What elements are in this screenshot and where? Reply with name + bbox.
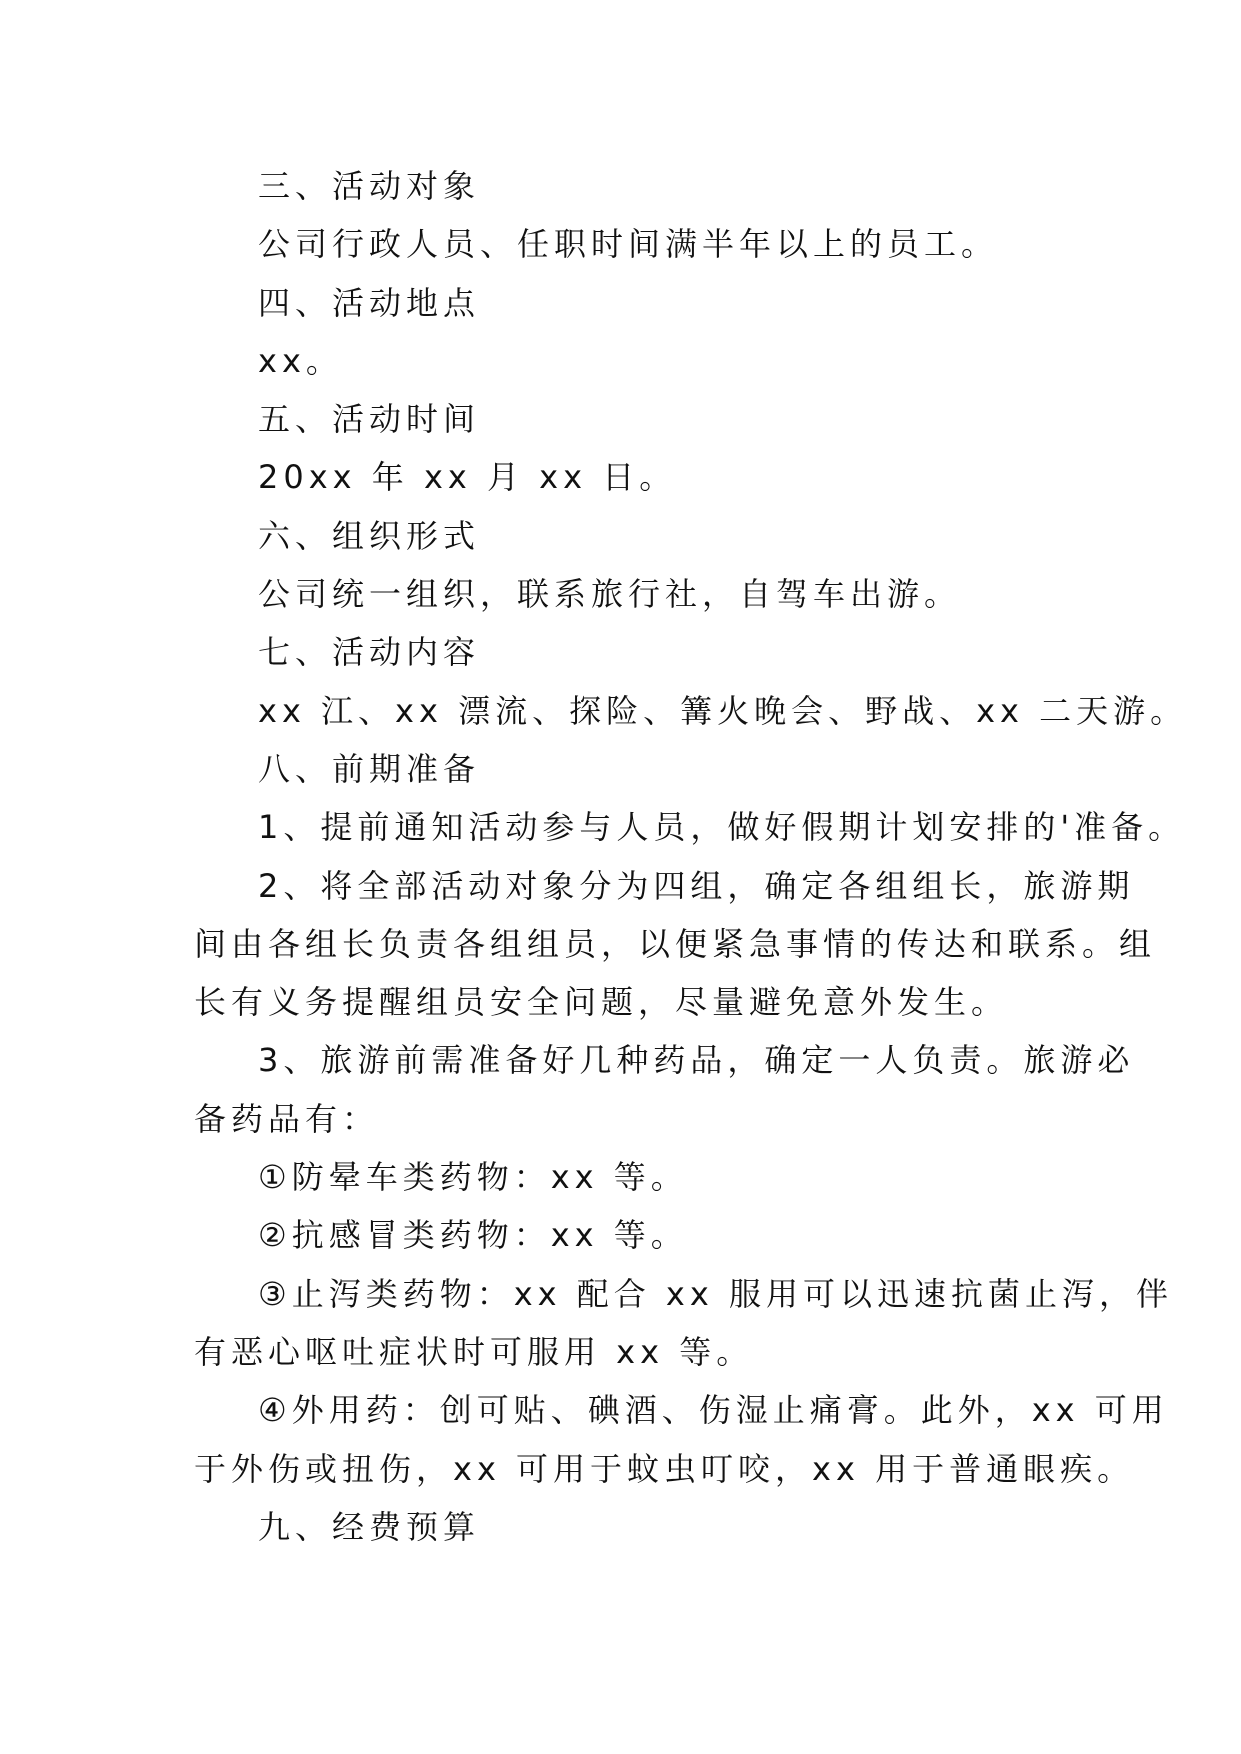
- paragraph-line: xx 江、xx 漂流、探险、篝火晚会、野战、xx 二天游。: [258, 691, 1188, 730]
- heading-activity-target: 三、活动对象: [258, 167, 481, 205]
- paragraph-line: 3、旅游前需准备好几种药品，确定一人负责。旅游必: [258, 1041, 1135, 1080]
- list-item: ④外用药：创可贴、碘酒、伤湿止痛膏。此外，xx 可用: [258, 1391, 1169, 1430]
- heading-activity-location: 四、活动地点: [258, 283, 481, 322]
- paragraph-line: 2、将全部活动对象分为四组，确定各组组长，旅游期: [258, 866, 1135, 905]
- document-body: [194, 157, 1188, 1556]
- paragraph-line: 间由各组长负责各组组员，以便紧急事情的传达和联系。组: [194, 924, 1157, 963]
- paragraph-line: 20xx 年 xx 月 xx 日。: [258, 458, 677, 497]
- paragraph-line: 公司统一组织，联系旅行社，自驾车出游。: [258, 575, 962, 614]
- list-item: ③止泻类药物：xx 配合 xx 服用可以迅速抗菌止泻，伴: [258, 1274, 1173, 1313]
- paragraph-line: 备药品有：: [194, 1099, 380, 1138]
- list-item: ②抗感冒类药物：xx 等。: [258, 1216, 688, 1255]
- paragraph-line: 1、提前通知活动参与人员，做好假期计划安排的'准备。: [258, 808, 1186, 847]
- paragraph-line: 有恶心呕吐症状时可服用 xx 等。: [194, 1332, 754, 1371]
- list-item: ①防晕车类药物：xx 等。: [258, 1158, 688, 1197]
- heading-organization-form: 六、组织形式: [258, 516, 481, 555]
- heading-activity-content: 七、活动内容: [258, 633, 481, 672]
- heading-budget: 九、经费预算: [258, 1507, 481, 1546]
- paragraph-line: xx。: [258, 341, 343, 380]
- paragraph-line: 于外伤或扭伤，xx 可用于蚊虫叮咬，xx 用于普通眼疾。: [194, 1449, 1135, 1488]
- heading-preparation: 八、前期准备: [258, 749, 481, 788]
- heading-activity-time: 五、活动时间: [258, 400, 481, 439]
- paragraph-line: 长有义务提醒组员安全问题，尽量避免意外发生。: [194, 983, 1009, 1022]
- paragraph-line: 公司行政人员、任职时间满半年以上的员工。: [258, 225, 999, 264]
